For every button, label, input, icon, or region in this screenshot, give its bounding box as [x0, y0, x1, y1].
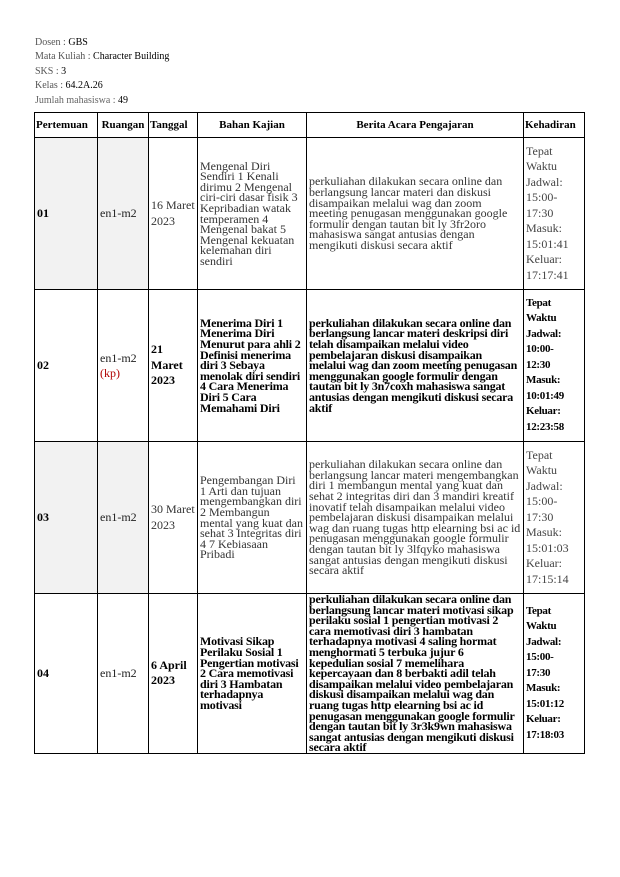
attendance-cell: Tepat Waktu Jadwal: 15:00- 17:30 Masuk: 15:01:12 Keluar: 17:18:03: [524, 594, 585, 754]
matkul-line: Mata Kuliah : Character Building: [35, 51, 170, 63]
row-number: 01: [35, 138, 98, 290]
date-cell: 16 Maret 2023: [149, 138, 198, 290]
dosen-line: Dosen : GBS: [35, 37, 88, 48]
table-row: [35, 290, 585, 442]
kelas-line: Kelas : 64.2A.26: [35, 80, 103, 92]
topic-cell: Menerima Diri 1 Menerima Diri Menurut para ahli 2 Definisi menerima diri 3 Sebaya menolak diri sendiri 4 Cara Menerima Diri 5 Cara Memahami Diri: [198, 290, 307, 442]
col-ruangan: Ruangan: [98, 113, 149, 138]
room-cell: en1-m2 (kp): [98, 290, 149, 442]
document-header: [35, 36, 169, 108]
row-number: 03: [35, 442, 98, 594]
report-cell: perkuliahan dilakukan secara online dan berlangsung lancar materi deskripsi diri telah disampaikan melalui video pembelajaran diskusi disampaikan melalui wag dan zoom meeting penugasan menggunakan google formulir dengan tautan bit ly 3n7coxh mahasiswa sangat antusias dengan mengikuti diskusi secara aktif: [307, 290, 524, 442]
topic-cell: Pengembangan Diri 1 Arti dan tujuan mengembangkan diri 2 Membangun mental yang kuat dan sehat 3 Integritas diri 4 7 Kebiasaan Pribadi: [198, 442, 307, 594]
jumlah-line: Jumlah mahasiswa : 49: [35, 94, 129, 106]
kp-note: (kp): [100, 365, 120, 380]
jumlah-value: 49: [118, 94, 129, 106]
row-number: 04: [35, 594, 98, 754]
report-cell: perkuliahan dilakukan secara online dan berlangsung lancar materi dan diskusi disampaikan melalui wag dan zoom meeting penugasan menggunakan google formulir dengan tautan bit ly 3fr2oro mahasiswa sangat antusias dengan mengikuti diskusi secara aktif: [307, 138, 524, 290]
attendance-cell: Tepat Waktu Jadwal: 10:00- 12:30 Masuk: 10:01:49 Keluar: 12:23:58: [524, 290, 585, 442]
col-berita-acara: Berita Acara Pengajaran: [307, 113, 524, 138]
col-bahan-kajian: Bahan Kajian: [198, 113, 307, 138]
date-cell: 30 Maret 2023: [149, 442, 198, 594]
table-row: [35, 138, 585, 290]
col-tanggal: Tanggal: [149, 113, 198, 138]
topic-cell: Mengenal Diri Sendiri 1 Kenali dirimu 2 Mengenal ciri-ciri dasar fisik 3 Kepribadian watak temperamen 4 Mengenal bakat 5 Mengenal kekuatan kelemahan diri sendiri: [198, 138, 307, 290]
dosen-value: GBS: [68, 37, 88, 48]
col-kehadiran: Kehadiran: [524, 113, 585, 138]
room-cell: en1-m2: [98, 594, 149, 754]
attendance-table: [34, 112, 585, 754]
row-number: 02: [35, 290, 98, 442]
table-row: [35, 594, 585, 754]
table-header-row: [35, 113, 585, 138]
date-cell: 6 April 2023: [149, 594, 198, 754]
topic-cell: Motivasi Sikap Perilaku Sosial 1 Pengertian motivasi 2 Cara memotivasi diri 3 Hambatan terhadapnya motivasi: [198, 594, 307, 754]
date-cell: 21 Maret 2023: [149, 290, 198, 442]
sks-line: SKS : 3: [35, 65, 67, 77]
table-row: [35, 442, 585, 594]
room-cell: en1-m2: [98, 442, 149, 594]
matkul-value: Character Building: [93, 51, 170, 63]
col-pertemuan: Pertemuan: [35, 113, 98, 138]
kelas-value: 64.2A.26: [65, 80, 103, 92]
attendance-cell: Tepat Waktu Jadwal: 15:00- 17:30 Masuk: 15:01:41 Keluar: 17:17:41: [524, 138, 585, 290]
attendance-cell: Tepat Waktu Jadwal: 15:00- 17:30 Masuk: 15:01:03 Keluar: 17:15:14: [524, 442, 585, 594]
report-cell: perkuliahan dilakukan secara online dan berlangsung lancar materi motivasi sikap perilaku sosial 1 pengertian motivasi 2 cara memotivasi diri 3 hambatan terhadapnya motivasi 4 saling hormat menghormati 5 terbuka jujur 6 kepedulian sosial 7 memelihara kepercayaan dan 8 berbakti adil telah disampaikan melalui video pembelajaran diskusi disampaikan melalui wag dan ruang tugas http elearning bsi ac id penugasan menggunakan google formulir dengan tautan bit ly 3r3k9wn mahasiswa sangat antusias dengan mengikuti diskusi secara aktif: [307, 594, 524, 754]
sks-value: 3: [61, 65, 67, 77]
room-cell: en1-m2: [98, 138, 149, 290]
report-cell: perkuliahan dilakukan secara online dan berlangsung lancar materi mengembangkan diri 1 membangun mental yang kuat dan sehat 2 integritas diri dan 3 mandiri kreatif inovatif telah disampaikan melalui video pembelajaran diskusi disampaikan melalui wag dan ruang tugas http elearning bsi ac id penugasan menggunakan google formulir dengan tautan bit ly 3lfqyko mahasiswa sangat antusias dengan mengikuti diskusi secara aktif: [307, 442, 524, 594]
